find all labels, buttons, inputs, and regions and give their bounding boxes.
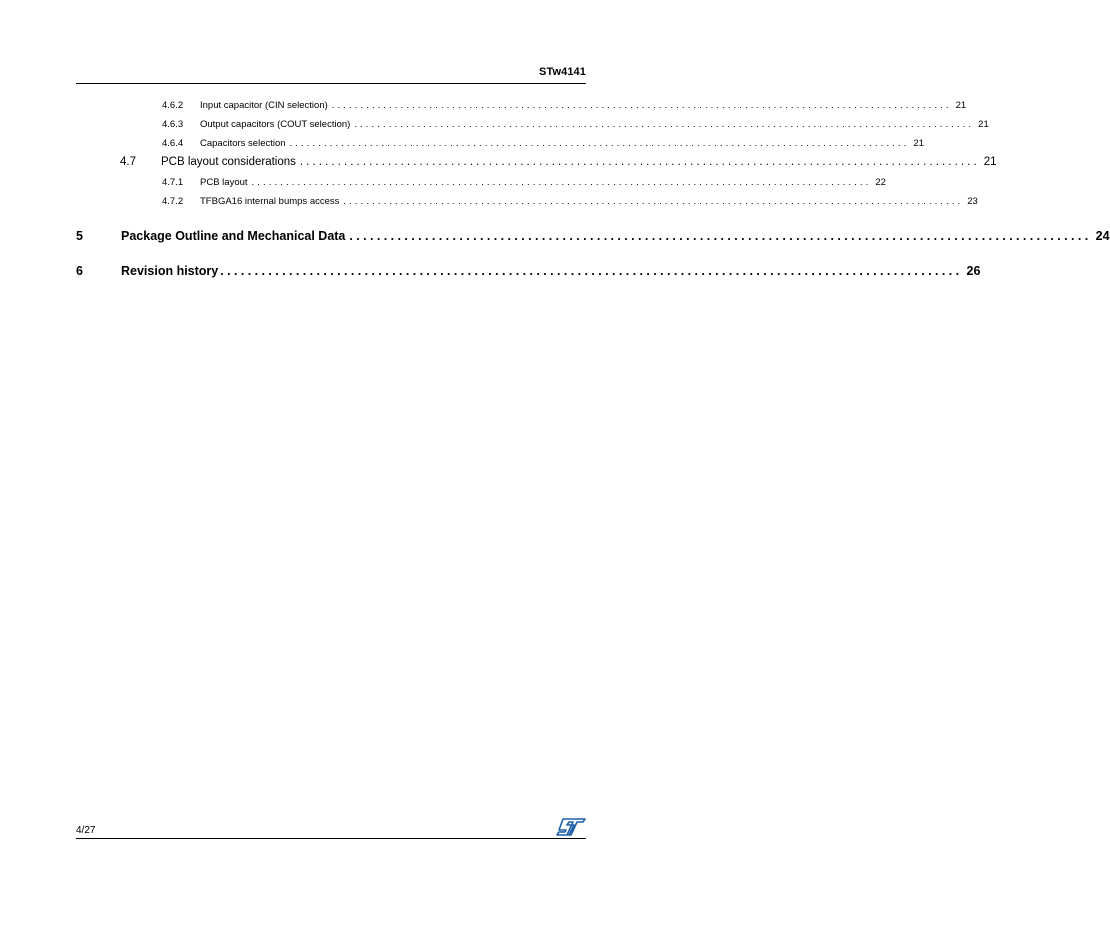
toc-entry-4-7[interactable] — [120, 156, 997, 172]
toc-title: Capacitors selection — [200, 138, 286, 149]
toc-number: 4.6.4 — [162, 138, 184, 149]
toc-page: 21 — [913, 138, 924, 149]
toc-entry-6[interactable] — [76, 264, 981, 282]
toc-page: 23 — [967, 196, 978, 207]
toc-entry-4-7-1[interactable] — [162, 177, 886, 191]
toc-leader: ............................................................................................................ — [289, 138, 910, 149]
toc-number: 4.7.2 — [162, 196, 184, 207]
toc-number: 4.6.2 — [162, 100, 184, 111]
toc-leader: ............................................................................................................ — [251, 177, 872, 188]
toc-leader: ............................................................................................................ — [331, 100, 952, 111]
toc-entry-4-6-3[interactable] — [162, 119, 989, 133]
toc-page: 24 — [1095, 229, 1110, 243]
toc-number: 4.7 — [120, 156, 136, 168]
toc-entry-4-6-4[interactable] — [162, 138, 924, 152]
toc-title: Output capacitors (COUT selection) — [200, 119, 351, 130]
toc-title: Package Outline and Mechanical Data — [121, 229, 346, 243]
toc-page: 26 — [966, 264, 981, 278]
toc-entry-4-6-2[interactable] — [162, 100, 967, 114]
page-number: 4/27 — [76, 825, 96, 836]
header-rule — [76, 83, 586, 84]
toc-leader: ............................................................................................................ — [220, 264, 963, 278]
toc-page: 21 — [983, 156, 997, 168]
toc-leader: ............................................................................................................ — [349, 229, 1092, 243]
toc-page: 21 — [978, 119, 989, 130]
toc-number: 4.6.3 — [162, 119, 184, 130]
toc-entry-5[interactable] — [76, 229, 1110, 247]
toc-number: 5 — [76, 229, 83, 243]
toc-number: 6 — [76, 264, 83, 278]
toc-entry-4-7-2[interactable] — [162, 196, 978, 210]
toc-page: 21 — [955, 100, 967, 111]
toc-number: 4.7.1 — [162, 177, 184, 188]
toc-leader: ............................................................................................................ — [343, 196, 964, 207]
toc-title: Input capacitor (CIN selection) — [200, 100, 328, 111]
footer-rule — [76, 838, 586, 839]
toc-title: Revision history — [121, 264, 219, 278]
toc-title: TFBGA16 internal bumps access — [200, 196, 340, 207]
toc-leader: ............................................................................................................ — [354, 119, 975, 130]
st-logo-icon — [556, 818, 586, 836]
toc-page: 22 — [875, 177, 886, 188]
document-title: STw4141 — [539, 66, 586, 78]
toc-title: PCB layout — [200, 177, 248, 188]
toc-title: PCB layout considerations — [161, 156, 296, 168]
toc-leader: ............................................................................................................ — [299, 156, 980, 168]
